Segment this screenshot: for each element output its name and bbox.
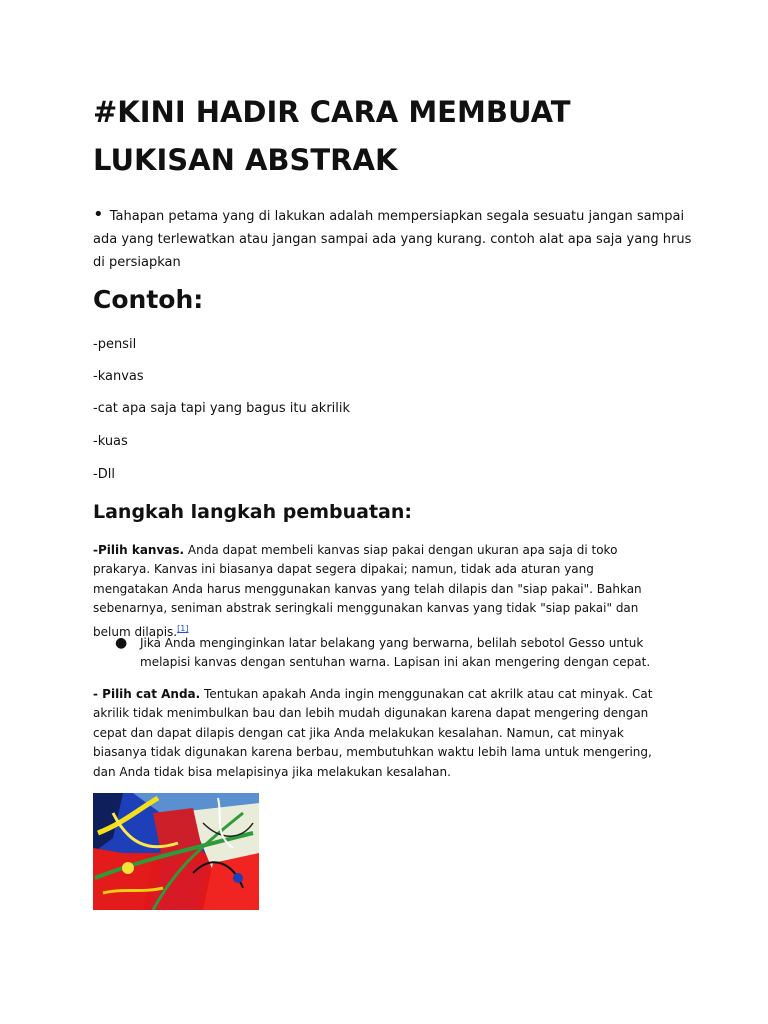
list-item: -kuas [93,434,128,449]
step-lead: -Pilih kanvas. [93,543,185,557]
list-item: -kanvas [93,369,144,384]
step-text: Anda dapat membeli kanvas siap pakai dengan ukuran apa saja di toko prakarya. Kanvas ini biasanya dapat segera dipakai; namun, tidak ada aturan yang mengatakan Anda harus menggunakan kanvas yang telah dilapis dan "siap pakai". Bahkan sebenarnya, seniman abstrak seringkali menggunakan kanvas yang tidak "siap pakai" dan belum dilapis. [93,543,642,639]
langkah-heading: Langkah langkah pembuatan: [93,501,412,523]
footnote-link[interactable]: [1] [177,623,189,633]
bullet-icon: • [93,204,104,225]
list-item: -pensil [93,337,137,352]
bullet-point-text: Jika Anda menginginkan latar belakang yang berwarna, belilah sebotol Gesso untuk melapisi kanvas dengan sentuhan warna. Lapisan ini akan mengering dengan cepat. [140,636,651,669]
bullet-dot-icon: ● [115,635,128,651]
bullet-point [115,634,675,672]
abstract-painting-image [93,793,259,910]
step-paragraph [93,685,673,782]
intro-paragraph [93,203,693,274]
intro-text: Tahapan petama yang di lakukan adalah mempersiapkan segala sesuatu jangan sampai ada yang terlewatkan atau jangan sampai ada yang kurang. contoh alat apa saja yang hrus di persiapkan [93,209,692,270]
step-text: Tentukan apakah Anda ingin menggunakan cat akrilk atau cat minyak. Cat akrilik tidak menimbulkan bau dan lebih mudah digunakan karena dapat mengering dengan cepat dan dapat dilapis dengan cat jika Anda melakukan kesalahan. Namun, cat minyak biasanya tidak digunakan karena berbau, membutuhkan waktu lebih lama untuk mengering, dan Anda tidak bisa melapisinya jika melakukan kesalahan. [93,687,653,779]
step-paragraph [93,541,673,642]
list-item: -Dll [93,467,115,482]
contoh-heading: Contoh: [93,285,204,314]
step-lead: - Pilih cat Anda. [93,687,201,701]
list-item: -cat apa saja tapi yang bagus itu akrilik [93,401,351,416]
page-title: #KINI HADIR CARA MEMBUAT LUKISAN ABSTRAK [93,95,571,177]
